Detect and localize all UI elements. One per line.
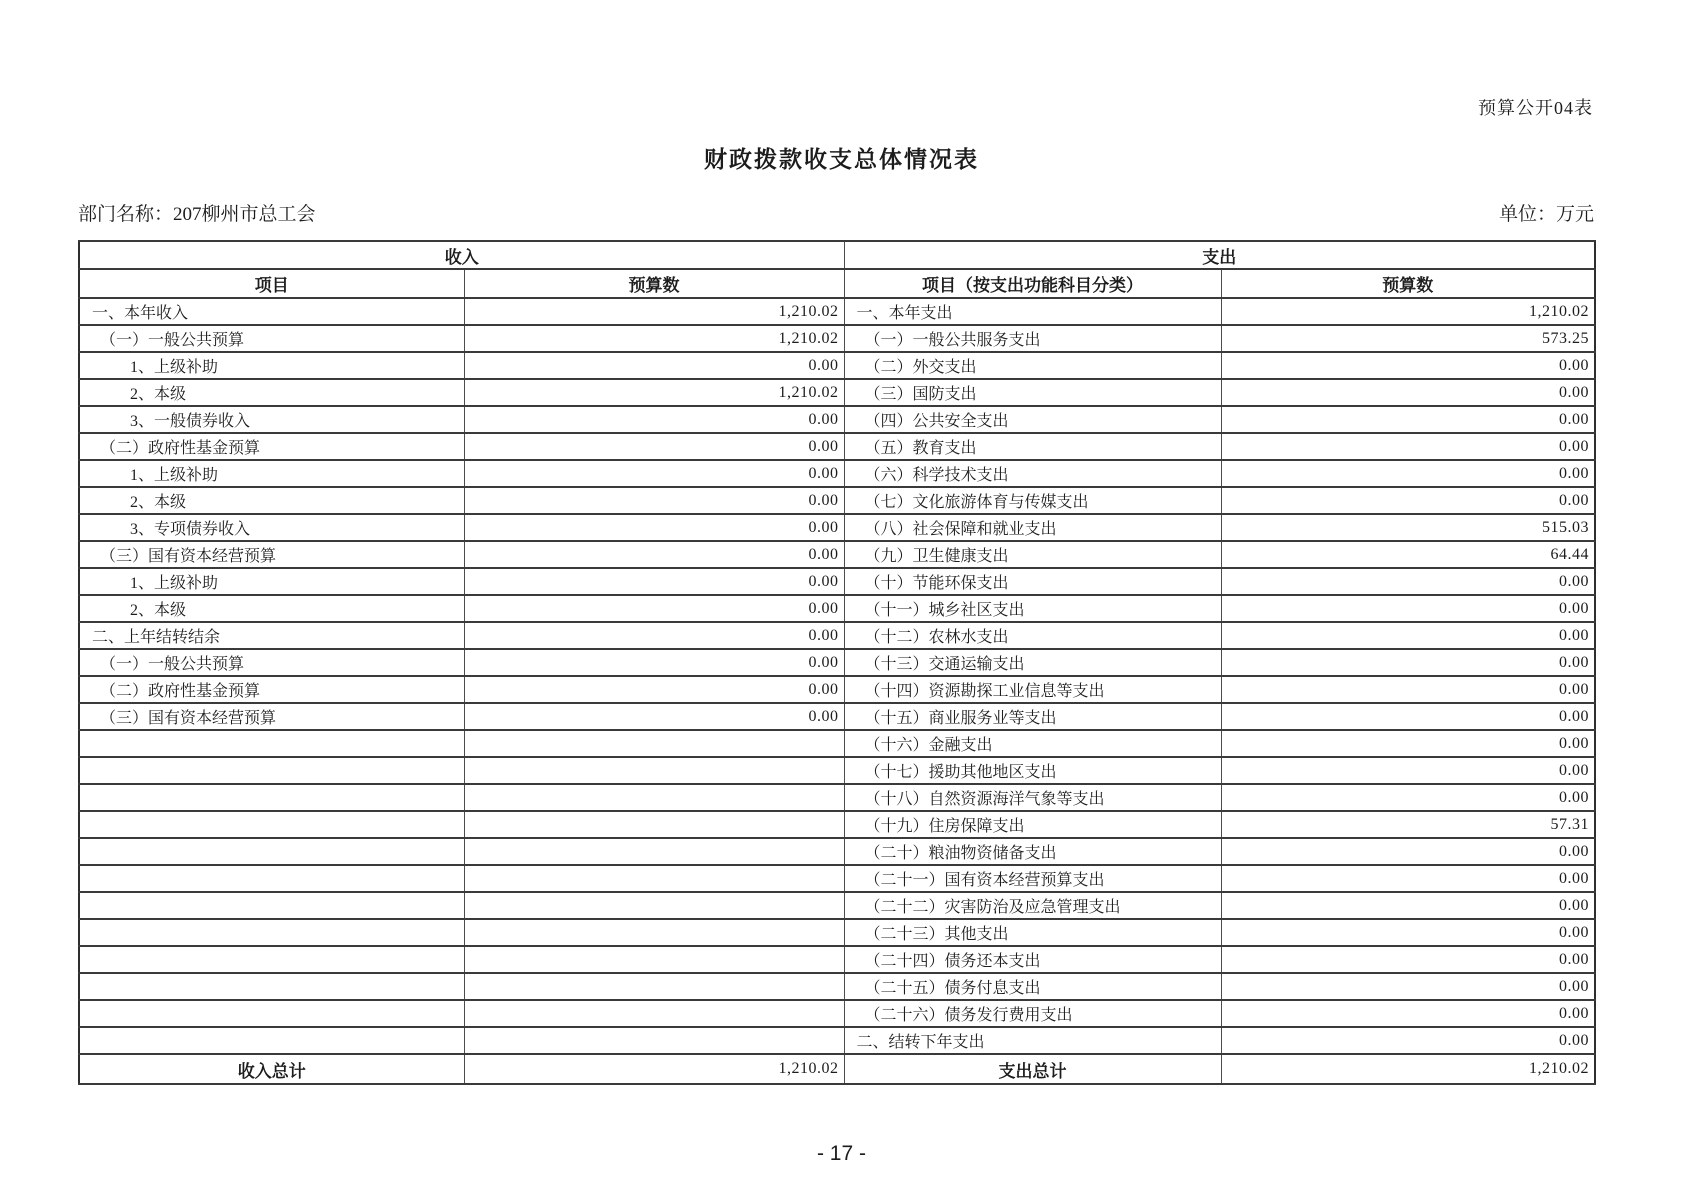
budget-table — [78, 240, 1596, 1085]
revenue-value-cell: 0.00 — [464, 649, 844, 676]
revenue-value-cell — [464, 946, 844, 973]
expenditure-item-cell: （十一）城乡社区支出 — [844, 595, 1221, 622]
expenditure-item-cell: （十四）资源勘探工业信息等支出 — [844, 676, 1221, 703]
expenditure-value-cell: 0.00 — [1221, 676, 1595, 703]
revenue-value-cell: 0.00 — [464, 514, 844, 541]
total-row — [79, 1054, 1595, 1084]
expenditure-item-cell: （二十二）灾害防治及应急管理支出 — [844, 892, 1221, 919]
expenditure-item-cell: （十九）住房保障支出 — [844, 811, 1221, 838]
revenue-value-cell: 0.00 — [464, 622, 844, 649]
revenue-item-cell: 2、本级 — [79, 379, 464, 406]
revenue-value-cell: 1,210.02 — [464, 379, 844, 406]
revenue-item-cell: （二）政府性基金预算 — [79, 676, 464, 703]
table-row — [79, 406, 1595, 433]
expenditure-value-cell: 1,210.02 — [1221, 298, 1595, 325]
table-row — [79, 352, 1595, 379]
table-row — [79, 622, 1595, 649]
expenditure-value-cell: 0.00 — [1221, 973, 1595, 1000]
revenue-item-cell — [79, 811, 464, 838]
table-row — [79, 433, 1595, 460]
expenditure-value-cell: 0.00 — [1221, 919, 1595, 946]
expenditure-value-cell: 0.00 — [1221, 568, 1595, 595]
table-row — [79, 460, 1595, 487]
table-row — [79, 541, 1595, 568]
revenue-total-label: 收入总计 — [79, 1054, 464, 1084]
table-row — [79, 298, 1595, 325]
expenditure-value-cell: 0.00 — [1221, 703, 1595, 730]
expenditure-value-cell: 0.00 — [1221, 757, 1595, 784]
expenditure-value-cell: 0.00 — [1221, 649, 1595, 676]
revenue-value-cell: 1,210.02 — [464, 298, 844, 325]
expenditure-item-cell: （二）外交支出 — [844, 352, 1221, 379]
expenditure-item-cell: （二十一）国有资本经营预算支出 — [844, 865, 1221, 892]
table-row — [79, 892, 1595, 919]
expenditure-value-cell: 0.00 — [1221, 1000, 1595, 1027]
expenditure-value-cell: 0.00 — [1221, 865, 1595, 892]
expenditure-item-cell: （十八）自然资源海洋气象等支出 — [844, 784, 1221, 811]
expenditure-item-cell: （七）文化旅游体育与传媒支出 — [844, 487, 1221, 514]
table-row — [79, 325, 1595, 352]
table-row — [79, 919, 1595, 946]
unit-label: 单位：万元 — [1498, 204, 1594, 225]
expenditure-item-cell: （十七）援助其他地区支出 — [844, 757, 1221, 784]
revenue-item-cell — [79, 838, 464, 865]
expenditure-value-cell: 573.25 — [1221, 325, 1595, 352]
revenue-item-cell: 1、上级补助 — [79, 460, 464, 487]
revenue-item-cell: 一、本年收入 — [79, 298, 464, 325]
expenditure-value-cell: 0.00 — [1221, 946, 1595, 973]
expenditure-value-cell: 0.00 — [1221, 1027, 1595, 1054]
expenditure-value-cell: 0.00 — [1221, 487, 1595, 514]
revenue-value-cell — [464, 730, 844, 757]
table-row — [79, 379, 1595, 406]
expenditure-value-cell: 0.00 — [1221, 379, 1595, 406]
page-number: - 17 - — [816, 1142, 866, 1165]
expenditure-budget-column-header: 预算数 — [1221, 269, 1595, 298]
table-row — [79, 1000, 1595, 1027]
revenue-item-cell: （三）国有资本经营预算 — [79, 703, 464, 730]
table-row — [79, 946, 1595, 973]
table-row — [79, 865, 1595, 892]
expenditure-item-cell: （十三）交通运输支出 — [844, 649, 1221, 676]
expenditure-item-cell: （二十六）债务发行费用支出 — [844, 1000, 1221, 1027]
revenue-item-cell — [79, 919, 464, 946]
expenditure-value-cell: 0.00 — [1221, 784, 1595, 811]
revenue-item-cell: 3、专项债券收入 — [79, 514, 464, 541]
expenditure-value-cell: 515.03 — [1221, 514, 1595, 541]
revenue-value-cell — [464, 838, 844, 865]
table-row — [79, 595, 1595, 622]
meta-row — [78, 199, 1594, 226]
expenditure-value-cell: 0.00 — [1221, 352, 1595, 379]
revenue-value-cell — [464, 784, 844, 811]
revenue-item-cell: （三）国有资本经营预算 — [79, 541, 464, 568]
expenditure-value-cell: 0.00 — [1221, 460, 1595, 487]
revenue-value-cell: 0.00 — [464, 541, 844, 568]
expenditure-item-cell: （二十四）债务还本支出 — [844, 946, 1221, 973]
revenue-item-cell: （一）一般公共预算 — [79, 325, 464, 352]
expenditure-item-cell: （二十）粮油物资储备支出 — [844, 838, 1221, 865]
table-row — [79, 838, 1595, 865]
expenditure-item-cell: （八）社会保障和就业支出 — [844, 514, 1221, 541]
expenditure-item-cell: （五）教育支出 — [844, 433, 1221, 460]
revenue-value-cell — [464, 865, 844, 892]
revenue-item-cell: 2、本级 — [79, 595, 464, 622]
table-row — [79, 703, 1595, 730]
table-row — [79, 784, 1595, 811]
form-code: 预算公开04表 — [1478, 98, 1593, 118]
revenue-value-cell — [464, 757, 844, 784]
expenditure-total-label: 支出总计 — [844, 1054, 1221, 1084]
revenue-item-cell: （二）政府性基金预算 — [79, 433, 464, 460]
revenue-value-cell: 0.00 — [464, 568, 844, 595]
table-row — [79, 973, 1595, 1000]
table-row — [79, 730, 1595, 757]
revenue-item-cell — [79, 757, 464, 784]
revenue-item-cell — [79, 946, 464, 973]
expenditure-item-cell: 一、本年支出 — [844, 298, 1221, 325]
page-title: 财政拨款收支总体情况表 — [704, 146, 979, 172]
expenditure-value-cell: 0.00 — [1221, 433, 1595, 460]
table-row — [79, 514, 1595, 541]
expenditure-item-cell: （十）节能环保支出 — [844, 568, 1221, 595]
expenditure-item-cell: （十五）商业服务业等支出 — [844, 703, 1221, 730]
table-row — [79, 757, 1595, 784]
table-row — [79, 676, 1595, 703]
revenue-item-cell — [79, 730, 464, 757]
revenue-value-cell — [464, 811, 844, 838]
revenue-value-cell: 0.00 — [464, 703, 844, 730]
revenue-item-cell: 二、上年结转结余 — [79, 622, 464, 649]
expenditure-item-cell: （十六）金融支出 — [844, 730, 1221, 757]
revenue-value-cell — [464, 1000, 844, 1027]
expenditure-value-cell: 0.00 — [1221, 892, 1595, 919]
revenue-value-cell — [464, 973, 844, 1000]
revenue-value-cell — [464, 892, 844, 919]
expenditure-total-value: 1,210.02 — [1221, 1054, 1595, 1084]
expenditure-value-cell: 57.31 — [1221, 811, 1595, 838]
expenditure-item-cell: 二、结转下年支出 — [844, 1027, 1221, 1054]
revenue-item-cell — [79, 1000, 464, 1027]
expenditure-item-cell: （二十三）其他支出 — [844, 919, 1221, 946]
revenue-value-cell: 0.00 — [464, 676, 844, 703]
revenue-value-cell — [464, 919, 844, 946]
revenue-value-cell: 0.00 — [464, 595, 844, 622]
revenue-item-cell — [79, 973, 464, 1000]
expenditure-item-cell: （四）公共安全支出 — [844, 406, 1221, 433]
expenditure-value-cell: 0.00 — [1221, 730, 1595, 757]
revenue-value-cell: 0.00 — [464, 433, 844, 460]
table-body — [79, 298, 1595, 1054]
table-row — [79, 649, 1595, 676]
expenditure-value-cell: 64.44 — [1221, 541, 1595, 568]
revenue-budget-column-header: 预算数 — [464, 269, 844, 298]
section-header-row — [79, 241, 1595, 269]
expenditure-value-cell: 0.00 — [1221, 838, 1595, 865]
expenditure-item-cell: （三）国防支出 — [844, 379, 1221, 406]
revenue-item-cell — [79, 892, 464, 919]
revenue-item-cell: 2、本级 — [79, 487, 464, 514]
expenditure-item-cell: （十二）农林水支出 — [844, 622, 1221, 649]
table-row — [79, 568, 1595, 595]
table-row — [79, 1027, 1595, 1054]
revenue-item-cell: 1、上级补助 — [79, 352, 464, 379]
revenue-item-cell — [79, 784, 464, 811]
revenue-value-cell — [464, 1027, 844, 1054]
expenditure-value-cell: 0.00 — [1221, 595, 1595, 622]
revenue-total-value: 1,210.02 — [464, 1054, 844, 1084]
revenue-item-cell — [79, 1027, 464, 1054]
column-header-row — [79, 269, 1595, 298]
revenue-item-cell: 3、一般债券收入 — [79, 406, 464, 433]
revenue-section-header: 收入 — [79, 241, 844, 269]
expenditure-value-cell: 0.00 — [1221, 622, 1595, 649]
expenditure-item-column-header: 项目（按支出功能科目分类） — [844, 269, 1221, 298]
expenditure-item-cell: （一）一般公共服务支出 — [844, 325, 1221, 352]
revenue-value-cell: 0.00 — [464, 406, 844, 433]
revenue-value-cell: 0.00 — [464, 352, 844, 379]
department-name: 部门名称：207柳州市总工会 — [78, 204, 316, 225]
table-row — [79, 487, 1595, 514]
revenue-value-cell: 0.00 — [464, 460, 844, 487]
expenditure-item-cell: （二十五）债务付息支出 — [844, 973, 1221, 1000]
revenue-value-cell: 1,210.02 — [464, 325, 844, 352]
revenue-item-cell — [79, 865, 464, 892]
revenue-item-cell: 1、上级补助 — [79, 568, 464, 595]
revenue-value-cell: 0.00 — [464, 487, 844, 514]
table-row — [79, 811, 1595, 838]
expenditure-item-cell: （六）科学技术支出 — [844, 460, 1221, 487]
expenditure-section-header: 支出 — [844, 241, 1595, 269]
expenditure-item-cell: （九）卫生健康支出 — [844, 541, 1221, 568]
revenue-item-column-header: 项目 — [79, 269, 464, 298]
expenditure-value-cell: 0.00 — [1221, 406, 1595, 433]
revenue-item-cell: （一）一般公共预算 — [79, 649, 464, 676]
